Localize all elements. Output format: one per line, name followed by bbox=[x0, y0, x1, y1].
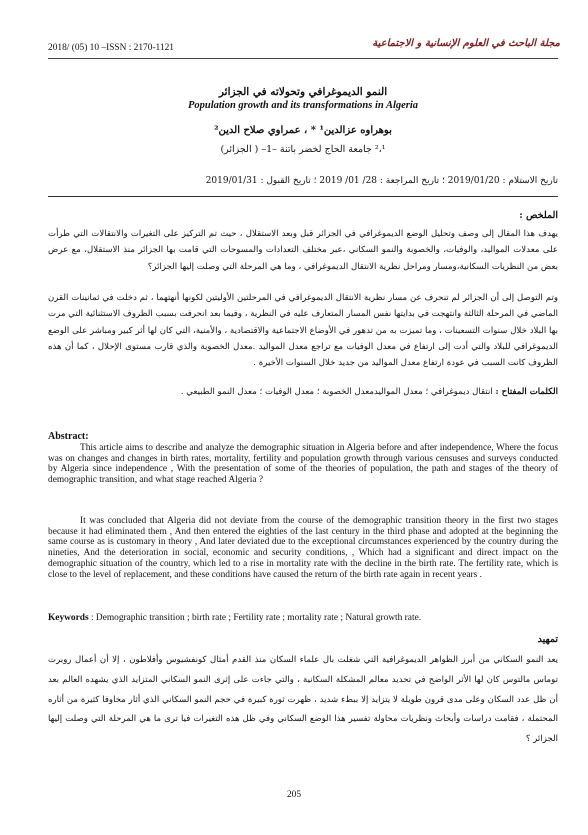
title-arabic: النمو الديموغرافي وتحولاته في الجزائر bbox=[218, 86, 388, 98]
submission-dates: تاريخ الاستلام : 2019/01/20 ؛ تاريخ المراجعة : 28/ 01/ 2019 ؛ تاريخ القبول : 2019/01/31 bbox=[205, 176, 558, 186]
intro-paragraph: يعد النمو السكاني من أبرز الظواهر الديموغرافية التي شغلت بال علماء السكان منذ القدم أمثال كونفشيوس وأفلاطون ، إلا أن أعمال روبرت توماس مالتوس كان لها الأثر الواضح في تحديد معالم المشكلة السكانية ، والتي جاءت على إثرى النمو السكاني المتزايد الذي يشهده العالم بعد أن ظل عدد السكان وعلى مدى قرون طويلة لا يتزايد إلا ببطء شديد ، ظهرت ثورة كبيرة في حجم النمو السكاني الذي أثار مخاوفا كثيرة من أثاره المحتملة ، فقامت دراسات وأبحاث ونظريات محاولة تفسير هذا الوضع السكاني وفي ظل هذه التغيرات فيا ترى ما هي المرحلة التي وصلت إليها الجزائر ؟ bbox=[48, 655, 558, 745]
keywords-arabic-list: انتقال ديموغرافي ؛ معدل المواليدمعدل الخصوبة ؛ معدل الوفيات ؛ معدل النمو الطبيعي . bbox=[180, 387, 496, 397]
header-divider bbox=[48, 58, 558, 59]
affiliation: ²،¹ جامعة الحاج لخضر باتنة –1– ( الجزائر) bbox=[220, 144, 386, 155]
abstract-arabic-paragraph-1: يهدف هذا المقال إلى وصف وتحليل الوضع الديموغرافي في الجزائر قبل وبعد الاستقلال ، حيث تم التركيز على التغيرات والانتقالات التي طرأت على معدلات المواليد، والوفيات، والخصوبة والنمو السكاني ،عبر مختلف التعدادات والمسوحات التي قامت بها الجزائر منذ الاستقلال، مع عرض بعض من النظريات السكانية،ومسار ومراحل نظرية الانتقال الديموغرافي ، وما هي المرحلة التي وصلت إليها الجزائر؟ bbox=[48, 229, 558, 272]
keywords-arabic-label: الكلمات المفتاح : bbox=[495, 387, 558, 397]
keywords-english bbox=[48, 613, 421, 623]
section-divider bbox=[48, 196, 558, 197]
page-number: 205 bbox=[286, 790, 302, 800]
authors: بوهراوه عزالدين¹ * ، عمراوي صلاح الدين² bbox=[214, 125, 392, 136]
abstract-arabic-heading: الملخص : bbox=[519, 210, 558, 221]
issn-line: 2018/ (05) 10 –ISSN : 2170-1121 bbox=[48, 43, 174, 53]
abstract-english-heading: Abstract: bbox=[48, 431, 89, 442]
keywords-english-label: Keywords bbox=[48, 613, 89, 623]
journal-name: مجلة الباحث في العلوم الإنسانية و الاجتماعية bbox=[372, 38, 560, 49]
abstract-english-paragraph-2: It was concluded that Algeria did not deviate from the course of the demographic transition theory in the first two stages because it had eliminated them , And then entered the eighties of the last century in the third phase and adopted at the beginning the same course as is customary in theory , And later deviated due to the exceptional circumstances experienced by the country during the nineties, And the deterioration in social, economic and security conditions, , Which had a significant and direct impact on the demographic situation of the country, which led to a rise in mortality rate with the decline in the birth rate. The fertility rate, which is close to the level of replacement, and these conditions have caused the return of the birth rate again in recent years . bbox=[48, 516, 558, 580]
keywords-arabic bbox=[48, 387, 558, 397]
keywords-english-list: : Demographic transition ; birth rate ; Fertility rate ; mortality rate ; Natural growth rate. bbox=[88, 613, 422, 623]
title-english: Population growth and its transformations in Algeria bbox=[187, 100, 419, 111]
abstract-english-paragraph-1: This article aims to describe and analyze the demographic situation in Algeria before and after independence, Where the focus was on changes and changes in birth rates, mortality, fertility and population growth through various censuses and surveys conducted by Algeria since independence , With the presentation of some of the theories of population, the path and stages of the theory of demographic transition, and what stage reached Algeria ? bbox=[48, 443, 558, 486]
intro-heading: تمهيد bbox=[537, 634, 558, 645]
abstract-arabic-paragraph-2: وتم التوصل إلى أن الجزائر لم تنحرف عن مسار نظرية الانتقال الديموغرافي في المرحلتين الأوليتين لكونها أنهتهما ، ثم دخلت في ثمانينات القرن الماضي في المرحلة الثالثة وانتهجت في بدايتها نفس المسار المتعارف عليه في النظرية ، وفيما بعد انحرفت بسبب الظروف الاستثنائية التي مرت بها البلاد خلال سنوات التسعينات ، وما تميزت به من تدهور في الأوضاع الاجتماعية والاقتصادية ، والأمنية، التي كان لها أثر كبير ومباشر على الوضع الديموغرافي للبلاد والتي أدت إلى ارتفاع في معدل الوفيات مع تراجع معدل المواليد .معدل الخصوبة والذي قارب مستوى الإحلال ، كما أن هذه الظروف كانت السبب في عودة ارتفاع معدل المواليد من جديد خلال السنوات الأخيرة . bbox=[48, 293, 558, 369]
